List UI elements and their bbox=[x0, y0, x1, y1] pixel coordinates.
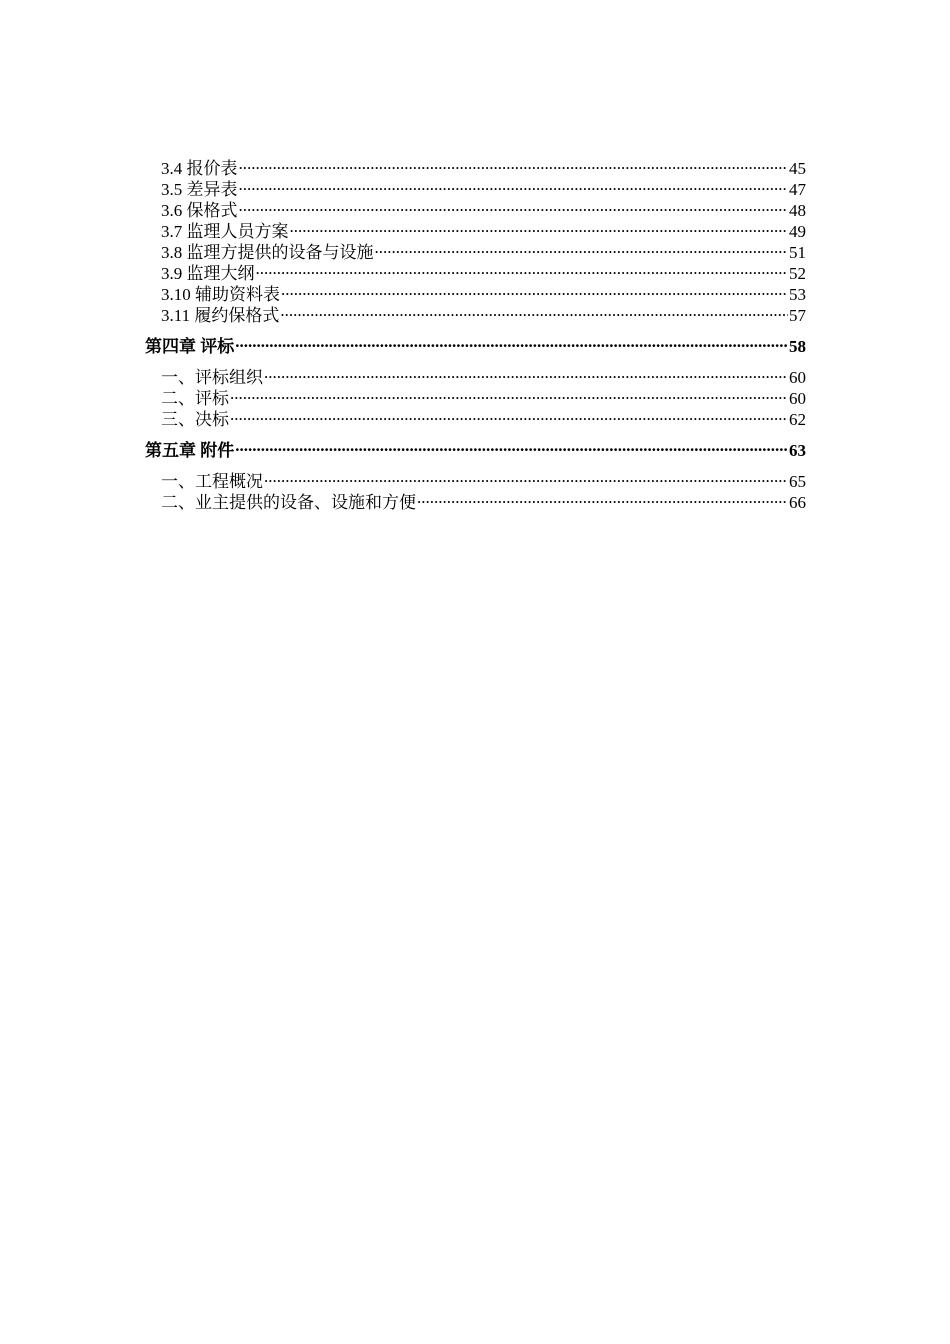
toc-entry[interactable] bbox=[145, 383, 806, 408]
dot-leader bbox=[230, 404, 788, 425]
toc-entry-page: 60 bbox=[789, 368, 806, 387]
toc-entry-page: 45 bbox=[789, 159, 806, 178]
toc-entry-label: 一、工程概况 bbox=[161, 472, 263, 491]
toc-entry-page: 49 bbox=[789, 222, 806, 241]
dot-leader bbox=[239, 153, 789, 174]
toc-entry-label: 3.4 报价表 bbox=[161, 159, 238, 178]
toc-entry-page: 47 bbox=[789, 180, 806, 199]
dot-leader bbox=[281, 279, 788, 300]
toc-entry-label: 一、评标组织 bbox=[161, 368, 263, 387]
dot-leader bbox=[235, 435, 788, 456]
toc-entry[interactable] bbox=[145, 174, 806, 199]
toc-chapter-label: 第四章 评标 bbox=[145, 337, 235, 356]
toc-entry-page: 66 bbox=[789, 493, 806, 512]
toc-entry-page: 48 bbox=[789, 201, 806, 220]
toc-entry[interactable] bbox=[145, 216, 806, 241]
toc-entry-label: 三、决标 bbox=[161, 410, 229, 429]
toc-chapter-entry[interactable] bbox=[145, 331, 806, 356]
toc-entry[interactable] bbox=[145, 466, 806, 491]
toc-entry-page: 65 bbox=[789, 472, 806, 491]
toc-entry-label: 3.7 监理人员方案 bbox=[161, 222, 289, 241]
toc-entry-label: 二、评标 bbox=[161, 389, 229, 408]
toc-chapter-page: 63 bbox=[789, 441, 806, 460]
toc-entry-page: 57 bbox=[789, 306, 806, 325]
toc-entry-label: 二、业主提供的设备、设施和方便 bbox=[161, 493, 416, 512]
dot-leader bbox=[264, 466, 788, 487]
toc-chapter-page: 58 bbox=[789, 337, 806, 356]
toc-chapter-label: 第五章 附件 bbox=[145, 441, 235, 460]
dot-leader bbox=[239, 174, 789, 195]
table-of-contents bbox=[145, 153, 806, 512]
toc-entry-label: 3.11 履约保格式 bbox=[161, 306, 280, 325]
dot-leader bbox=[239, 195, 789, 216]
toc-entry[interactable] bbox=[145, 195, 806, 220]
toc-entry-page: 62 bbox=[789, 410, 806, 429]
toc-entry-label: 3.5 差异表 bbox=[161, 180, 238, 199]
toc-entry[interactable] bbox=[145, 362, 806, 387]
dot-leader bbox=[230, 383, 788, 404]
toc-chapter-entry[interactable] bbox=[145, 435, 806, 460]
dot-leader bbox=[417, 487, 788, 508]
toc-entry-page: 52 bbox=[789, 264, 806, 283]
toc-entry[interactable] bbox=[145, 153, 806, 178]
dot-leader bbox=[256, 258, 789, 279]
dot-leader bbox=[235, 331, 788, 352]
toc-entry-page: 51 bbox=[789, 243, 806, 262]
dot-leader bbox=[280, 300, 788, 321]
dot-leader bbox=[375, 237, 789, 258]
toc-entry-label: 3.9 监理大纲 bbox=[161, 264, 255, 283]
toc-entry-label: 3.10 辅助资料表 bbox=[161, 285, 280, 304]
toc-entry-label: 3.6 保格式 bbox=[161, 201, 238, 220]
toc-entry-page: 60 bbox=[789, 389, 806, 408]
toc-entry[interactable] bbox=[145, 404, 806, 429]
toc-entry-label: 3.8 监理方提供的设备与设施 bbox=[161, 243, 374, 262]
toc-entry-page: 53 bbox=[789, 285, 806, 304]
dot-leader bbox=[264, 362, 788, 383]
dot-leader bbox=[290, 216, 789, 237]
